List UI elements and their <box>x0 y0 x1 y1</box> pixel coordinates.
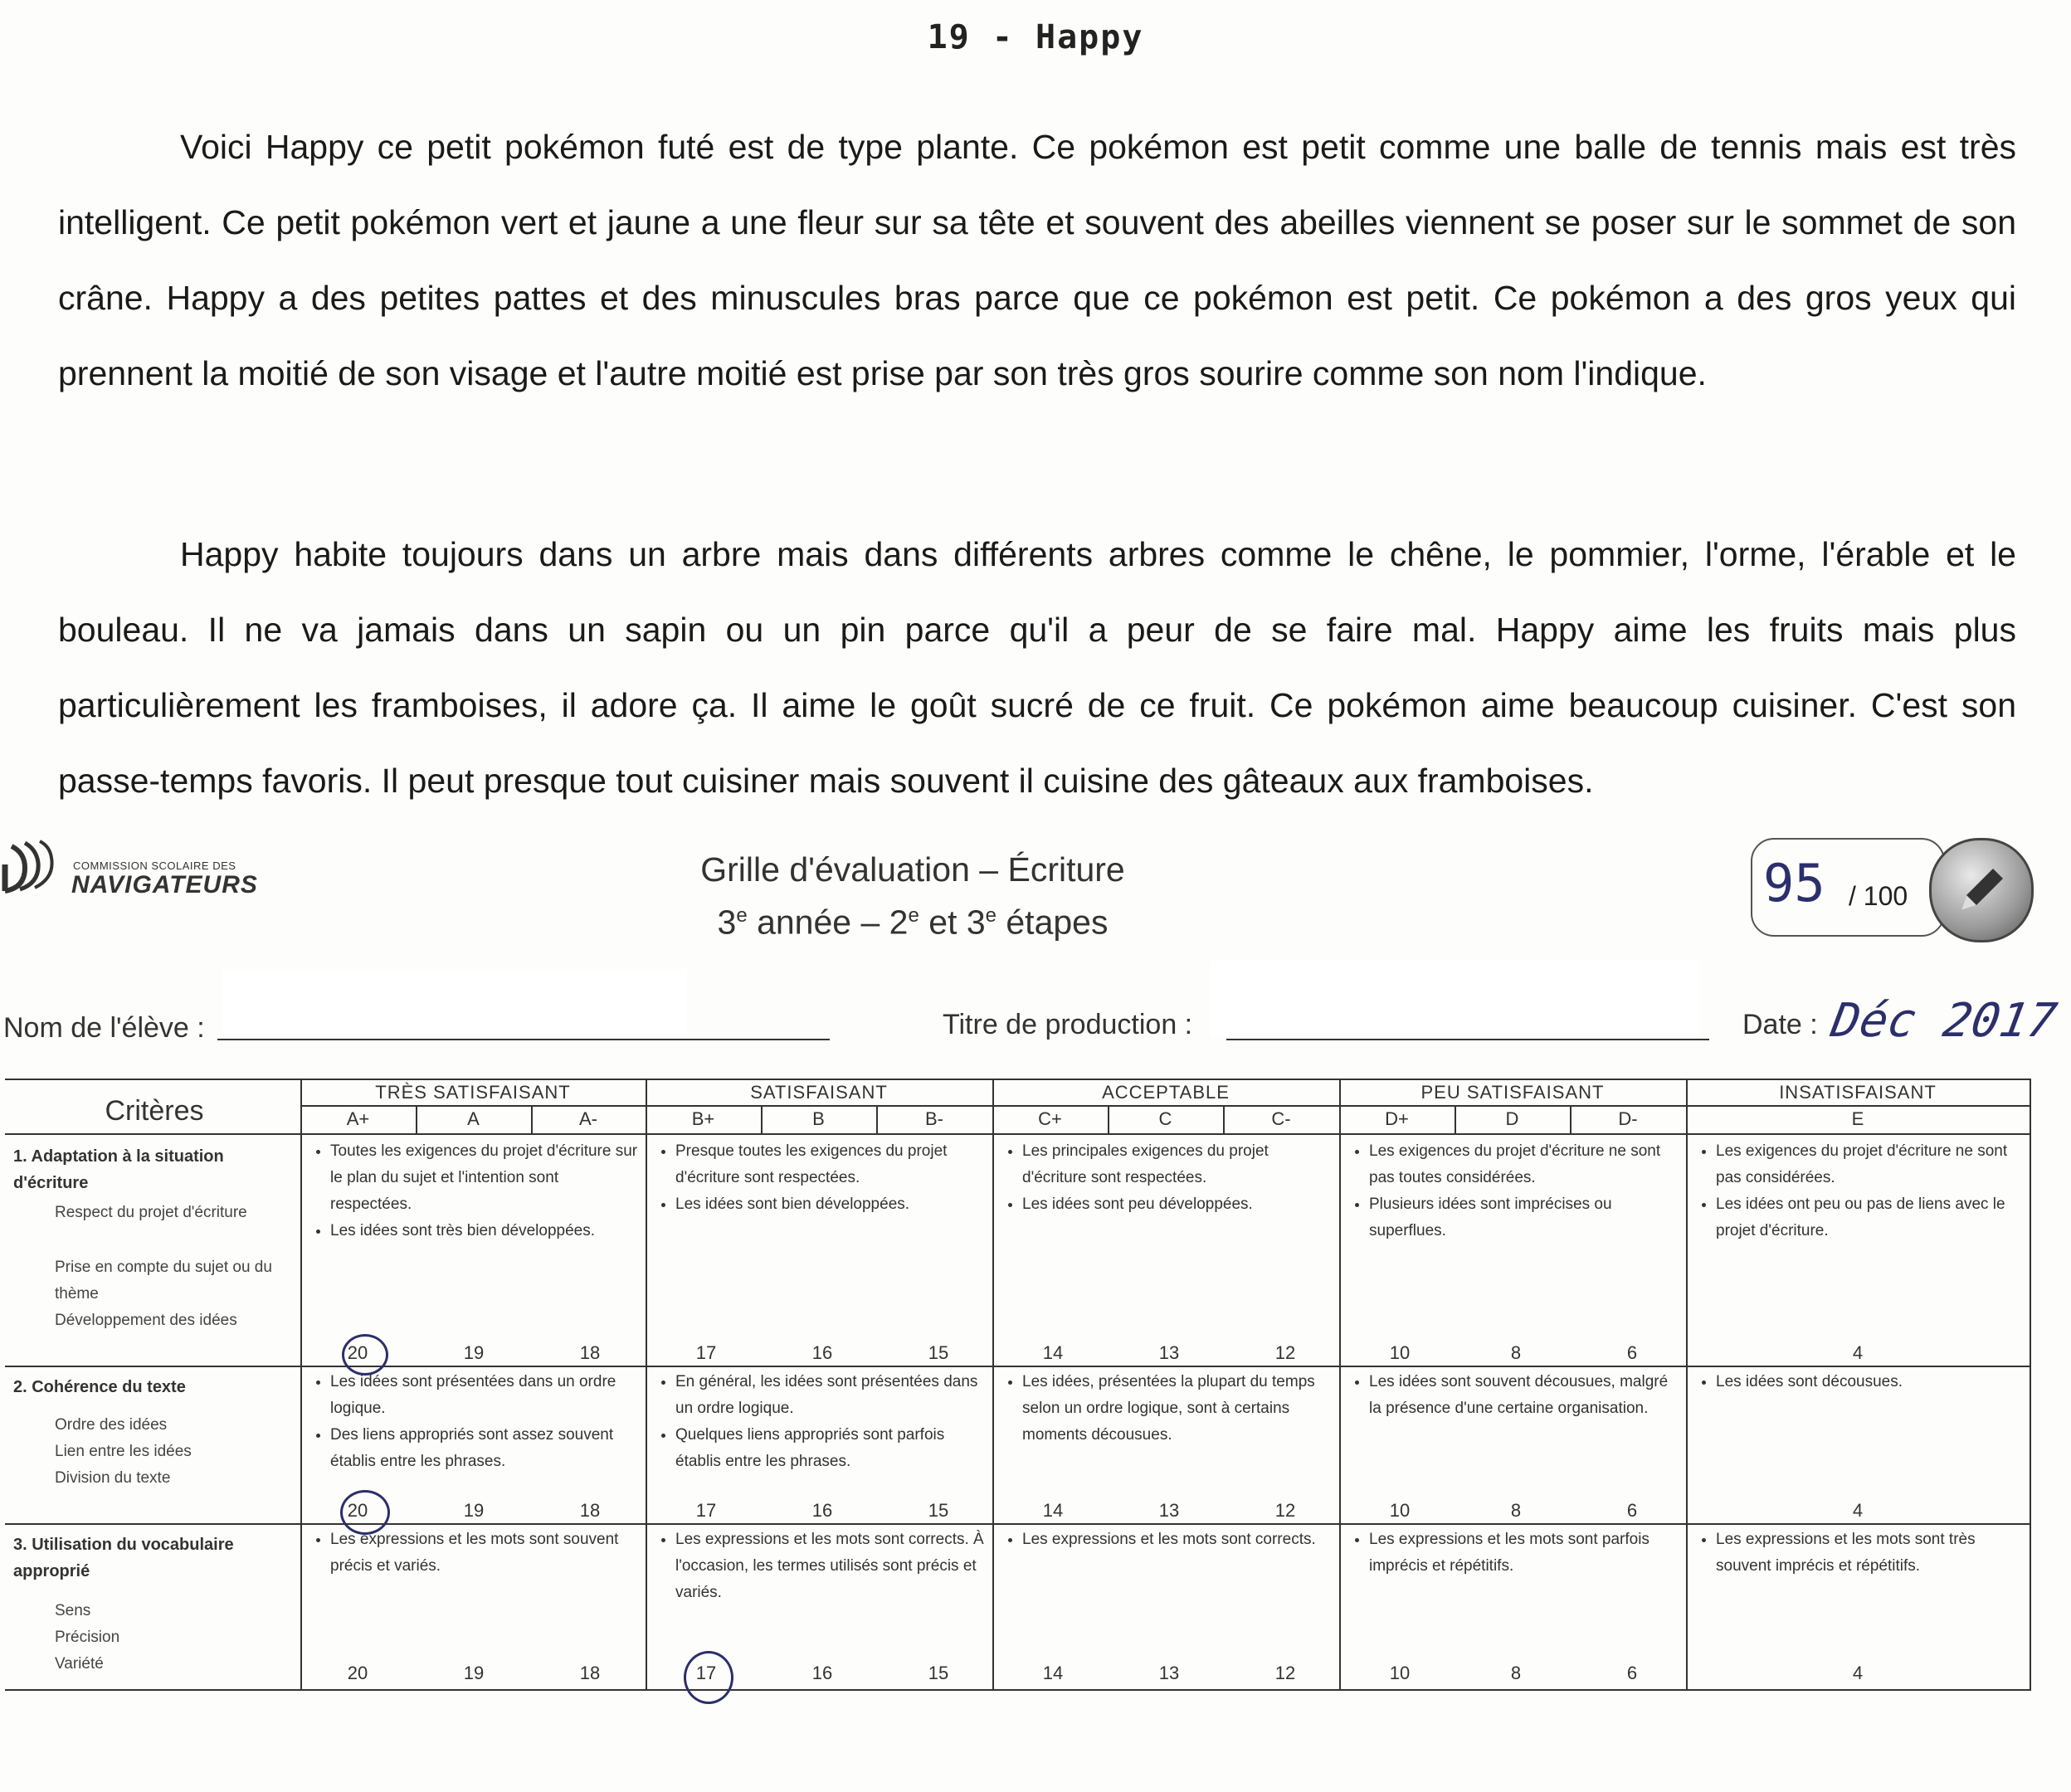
grade-d-minus: D- <box>1618 1108 1638 1129</box>
criterion-3-sub-2: Précision <box>55 1629 120 1646</box>
criterion-2-score-15: 15 <box>928 1500 949 1521</box>
criterion-2-score-10: 10 <box>1389 1500 1411 1521</box>
criterion-1-score-19: 19 <box>463 1342 485 1363</box>
criterion-3-desc-acceptable: • Les expressions et les mots sont corrects. <box>1001 1527 1333 1553</box>
criterion-3-score-8: 8 <box>1510 1663 1522 1683</box>
paragraph-2-text: Happy habite toujours dans un arbre mais dans différents arbres comme le chêne, le pommier, l'orme, l'érable et le bouleau. Il ne va jamais dans un sapin ou un pin parce qu'il a peur de se faire mal. Happy aime les fruits mais plus particulièrement les framboises, il adore ça. Il aime le goût sucré de ce fruit. Ce pokémon aime beaucoup cuisiner. C'est son passe-temps favoris. Il peut presque tout cuisiner mais souvent il cuisine des gâteaux aux framboises. <box>58 535 2016 800</box>
criterion-2-score-14: 14 <box>1042 1500 1064 1521</box>
criterion-2-score-16: 16 <box>811 1500 833 1521</box>
score-value: 95 <box>1763 853 1825 913</box>
date-label: Date : <box>1742 1009 1818 1040</box>
student-name-label: Nom de l'élève : <box>3 1012 205 1044</box>
production-title-line <box>1226 1039 1709 1040</box>
level-acceptable: ACCEPTABLE <box>1102 1082 1230 1103</box>
criterion-1-sub-3: Développement des idées <box>55 1312 237 1329</box>
evaluation-grid <box>5 1079 2031 1692</box>
waves-logo-icon <box>0 840 62 898</box>
criterion-1-desc-acceptable: • Les principales exigences du projet d'écriture sont respectées. • Les idées sont peu développées. <box>1001 1138 1333 1218</box>
criterion-2-desc-insatisfaisant: • Les idées sont décousues. <box>1694 1369 2023 1395</box>
student-name-line <box>217 1039 830 1040</box>
criterion-2-score-13: 13 <box>1158 1500 1180 1521</box>
criterion-2-score-6: 6 <box>1626 1500 1638 1521</box>
level-peu-satisfaisant: PEU SATISFAISANT <box>1420 1082 1605 1103</box>
criterion-3-title: 3. Utilisation du vocabulaire approprié <box>13 1536 234 1580</box>
pencil-badge <box>1929 838 2034 942</box>
grade-c-minus: C- <box>1271 1108 1291 1129</box>
grid-title <box>664 846 1162 946</box>
criterion-1-score-17: 17 <box>695 1342 717 1363</box>
grade-b-minus: B- <box>925 1108 943 1129</box>
criterion-3-score-10: 10 <box>1389 1663 1411 1683</box>
grade-d: D <box>1505 1108 1519 1129</box>
criterion-2-score-19: 19 <box>463 1500 485 1521</box>
criterion-1-score-4: 4 <box>1852 1342 1864 1363</box>
criteres-header: Critères <box>105 1095 204 1127</box>
grade-b-plus: B+ <box>691 1108 715 1129</box>
score-max: / 100 <box>1849 881 1908 911</box>
criterion-2-desc-satisfaisant: • En général, les idées sont présentées dans un ordre logique. • Quelques liens appropriés sont parfois établis entre les phrases. <box>654 1369 986 1475</box>
level-satisfaisant: SATISFAISANT <box>750 1082 888 1103</box>
criterion-1-desc-satisfaisant: • Presque toutes les exigences du projet d'écriture sont respectées. • Les idées sont bien développées. <box>654 1138 986 1218</box>
criterion-3-desc-peu-satisfaisant: • Les expressions et les mots sont parfois imprécis et répétitifs. <box>1347 1527 1679 1580</box>
date-value: Déc 2017 <box>1827 994 2061 1048</box>
criterion-1-title: 1. Adaptation à la situation d'écriture <box>13 1147 224 1192</box>
grade-e: E <box>1851 1108 1864 1129</box>
level-insatisfaisant: INSATISFAISANT <box>1779 1082 1937 1103</box>
grade-b: B <box>812 1108 825 1129</box>
student-name-redaction <box>222 969 687 1035</box>
criterion-2-sub-2: Lien entre les idées <box>55 1443 192 1460</box>
criterion-3-selected-circle <box>684 1651 733 1704</box>
criterion-2-score-8: 8 <box>1510 1500 1522 1521</box>
criterion-3-score-14: 14 <box>1042 1663 1064 1683</box>
criterion-1-score-14: 14 <box>1042 1342 1064 1363</box>
criterion-1-desc-tres-satisfaisant: • Toutes les exigences du projet d'écriture sur le plan du sujet et l'intention sont respectées. • Les idées sont très bien développées. <box>309 1138 641 1244</box>
paragraph-2 <box>58 517 2016 819</box>
criterion-1-sub-1: Respect du projet d'écriture <box>55 1204 247 1221</box>
school-logo <box>0 838 266 904</box>
criterion-2-score-17: 17 <box>695 1500 717 1521</box>
criterion-3-desc-insatisfaisant: • Les expressions et les mots sont très souvent imprécis et répétitifs. <box>1694 1527 2023 1580</box>
logo-line-1: COMMISSION SCOLAIRE DES <box>73 859 236 872</box>
grade-c: C <box>1158 1108 1172 1129</box>
pencil-icon <box>1950 859 2013 922</box>
criterion-1-sub-2: Prise en compte du sujet ou du thème <box>55 1259 272 1303</box>
criterion-2-desc-tres-satisfaisant: • Les idées sont présentées dans un ordre logique. • Des liens appropriés sont assez souvent établis entre les phrases. <box>309 1369 641 1475</box>
paragraph-1 <box>58 110 2016 411</box>
criterion-1-desc-peu-satisfaisant: • Les exigences du projet d'écriture ne sont pas toutes considérées. • Plusieurs idées sont imprécises ou superflues. <box>1347 1138 1679 1244</box>
grid-title-line-1: Grille d'évaluation – Écriture <box>700 850 1125 889</box>
criterion-3-desc-tres-satisfaisant: • Les expressions et les mots sont souvent précis et variés. <box>309 1527 641 1580</box>
criterion-3-score-18: 18 <box>579 1663 601 1683</box>
paragraph-1-text: Voici Happy ce petit pokémon futé est de type plante. Ce pokémon est petit comme une balle de tennis mais est très intelligent. Ce petit pokémon vert et jaune a une fleur sur sa tête et souvent des abeilles viennent se poser sur le sommet de son crâne. Happy a des petites pattes et des minuscules bras parce que ce pokémon est petit. Ce pokémon a des gros yeux qui prennent la moitié de son visage et l'autre moitié est prise par son très gros sourire comme son nom l'indique. <box>58 128 2016 392</box>
criterion-2-score-12: 12 <box>1274 1500 1296 1521</box>
criterion-2-desc-peu-satisfaisant: • Les idées sont souvent décousues, malgré la présence d'une certaine organisation. <box>1347 1369 1679 1422</box>
criterion-3-sub-3: Variété <box>55 1655 104 1673</box>
criterion-3-score-6: 6 <box>1626 1663 1638 1683</box>
criterion-3-score-12: 12 <box>1274 1663 1296 1683</box>
criterion-3-desc-satisfaisant: • Les expressions et les mots sont corrects. À l'occasion, les termes utilisés sont précis et variés. <box>654 1527 986 1606</box>
criterion-1-score-12: 12 <box>1274 1342 1296 1363</box>
criterion-1-score-15: 15 <box>928 1342 949 1363</box>
criterion-2-score-20: 20 <box>347 1500 368 1521</box>
criterion-1-score-10: 10 <box>1389 1342 1411 1363</box>
grade-a-minus: A- <box>579 1108 597 1129</box>
grid-title-line-2: 3e année – 2e et 3e étapes <box>717 903 1109 942</box>
criterion-2-desc-acceptable: • Les idées, présentées la plupart du temps selon un ordre logique, sont à certains moments décousues. <box>1001 1369 1333 1449</box>
criterion-3-score-16: 16 <box>811 1663 833 1683</box>
criterion-1-score-13: 13 <box>1158 1342 1180 1363</box>
criterion-1-score-18: 18 <box>579 1342 601 1363</box>
production-title-label: Titre de production : <box>943 1009 1193 1040</box>
criterion-1-score-6: 6 <box>1626 1342 1638 1363</box>
document-title: 19 - Happy <box>927 18 1144 56</box>
criterion-2-sub-1: Ordre des idées <box>55 1416 168 1434</box>
criterion-1-score-20: 20 <box>347 1342 368 1363</box>
criterion-3-score-15: 15 <box>928 1663 949 1683</box>
criterion-3-score-4: 4 <box>1852 1663 1864 1683</box>
criterion-2-sub-3: Division du texte <box>55 1469 171 1487</box>
grade-c-plus: C+ <box>1038 1108 1062 1129</box>
level-tres-satisfaisant: TRÈS SATISFAISANT <box>375 1082 571 1103</box>
criterion-1-score-8: 8 <box>1510 1342 1522 1363</box>
criterion-1-score-16: 16 <box>811 1342 833 1363</box>
criterion-3-sub-1: Sens <box>55 1602 91 1619</box>
grade-a-plus: A+ <box>346 1108 370 1129</box>
criterion-1-desc-insatisfaisant: • Les exigences du projet d'écriture ne sont pas considérées. • Les idées ont peu ou pas de liens avec le projet d'écriture. <box>1694 1138 2023 1244</box>
criterion-2-score-18: 18 <box>579 1500 601 1521</box>
criterion-2-score-4: 4 <box>1852 1500 1864 1521</box>
criterion-3-score-17: 17 <box>695 1663 717 1683</box>
production-title-redaction <box>1210 961 1699 1037</box>
criterion-3-score-13: 13 <box>1158 1663 1180 1683</box>
grade-d-plus: D+ <box>1385 1108 1409 1129</box>
logo-line-2: NAVIGATEURS <box>71 871 258 898</box>
criterion-2-title: 2. Cohérence du texte <box>13 1378 186 1396</box>
criterion-3-score-20: 20 <box>347 1663 368 1683</box>
criterion-3-score-19: 19 <box>463 1663 485 1683</box>
grade-a: A <box>467 1108 480 1129</box>
